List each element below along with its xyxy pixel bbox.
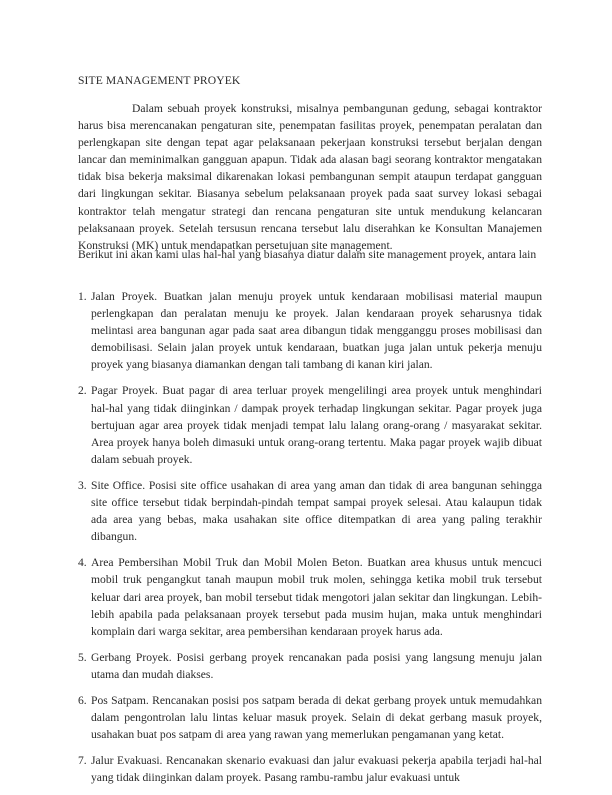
list-item-text: Area Pembersihan Mobil Truk dan Mobil Molen Beton. Buatkan area khusus untuk mencuci mobil truk pengangkut tanah maupun mobil truk molen, sehingga ketika mobil truk tersebut keluar dari area proyek, ban mobil tersebut tidak mengotori jalan sekitar dan lingkungan. Lebih-lebih apabila pada pelaksanaan proyek tersebut pada musim hujan, maka untuk menghindari komplain dari warga sekitar, area pembersihan kendaraan proyek harus ada. [91,556,542,638]
list-item [78,554,542,639]
list-intro-paragraph: Berikut ini akan kami ulas hal-hal yang biasanya diatur dalam site management proyek, antara lain [78,248,537,261]
intro-paragraph: Dalam sebuah proyek konstruksi, misalnya pembangunan gedung, sebagai kontraktor harus bisa merencanakan pengaturan site, penempatan fasilitas proyek, penempatan peralatan dan perlengkapan site dengan tepat agar pelaksanaan pekerjaan konstruksi tersebut berjalan dengan lancar dan meminimalkan gangguan apapun. Tidak ada alasan bagi seorang kontraktor mengatakan tidak bisa bekerja maksimal dikarenakan lokasi pembangunan sempit ataupun terdapat gangguan dari lingkungan sekitar. Biasanya sebelum pelaksanaan proyek pada saat survey lokasi sebagai kontraktor telah mengatur strategi dan rencana pengaturan site untuk mendukung kelancaran pelaksanaan proyek. Setelah tersusun rencana tersebut lalu diserahkan ke Konsultan Manajemen Konstruksi (MK) untuk mendapatkan persetujuan site management. [78,102,542,252]
list-item-number: 3. [78,478,87,492]
list-item-number: 4. [78,556,87,570]
list-item [78,752,542,786]
list-item-text: Pos Satpam. Rencanakan posisi pos satpam berada di dekat gerbang proyek untuk memudahkan dalam pengontrolan lalu lintas keluar masuk proyek. Selain di dekat gerbang masuk proyek, usahakan buat pos satpam di area yang rawan yang memerlukan pengamanan yang ketat. [91,693,542,742]
list-item-text: Jalan Proyek. Buatkan jalan menuju proyek untuk kendaraan mobilisasi material maupun perlengkapan dan peralatan menuju ke proyek. Jalan kendaraan proyek seharusnya tidak melintasi area bangunan agar pada saat area dibangun tidak mengganggu proses mobilisasi dan demobilisasi. Selain jalan proyek untuk kendaraan, buatkan juga jalan untuk pekerja menuju proyek yang biasanya diamankan dengan tali tambang di kanan kiri jalan. [91,290,542,372]
list-item-number: 2. [78,384,87,398]
list-item-number: 1. [78,290,87,303]
document-title: SITE MANAGEMENT PROYEK [78,74,241,87]
list-item-number: 6. [78,693,87,707]
list-item [78,382,542,467]
list-item-number: 5. [78,650,87,664]
list-item [78,649,542,683]
list-item-text: Gerbang Proyek. Posisi gerbang proyek rencanakan pada posisi yang langsung menuju jalan utama dan mudah diakses. [91,650,542,681]
list-item-text: Site Office. Posisi site office usahakan di area yang aman dan tidak di area bangunan sehingga site office tersebut tidak berpindah-pindah tempat sampai proyek selesai. Atau kalaupun tidak ada area yang bebas, maka usahakan site office ditempatkan di area yang paling terakhir dibangun. [91,478,542,544]
list-item [78,288,542,373]
list-item [78,477,542,545]
list-item-text: Jalur Evakuasi. Rencanakan skenario evakuasi dan jalur evakuasi pekerja apabila terjadi hal-hal yang tidak diinginkan dalam proyek. Pasang rambu-rambu jalur evakuasi untuk [91,754,542,785]
list-item-text: Pagar Proyek. Buat pagar di area terluar proyek mengelilingi area proyek untuk menghindari hal-hal yang tidak diinginkan / dampak proyek terhadap lingkungan sekitar. Pagar proyek juga bertujuan agar area proyek tidak menjadi tempat lalu lalang orang-orang / masyarakat sekitar. Area proyek hanya boleh dimasuki untuk orang-orang tertentu. Maka pagar proyek wajib dibuat dalam sebuah proyek. [91,384,542,466]
list-item-number: 7. [78,754,87,768]
site-management-list [78,288,542,795]
list-item [78,692,542,743]
